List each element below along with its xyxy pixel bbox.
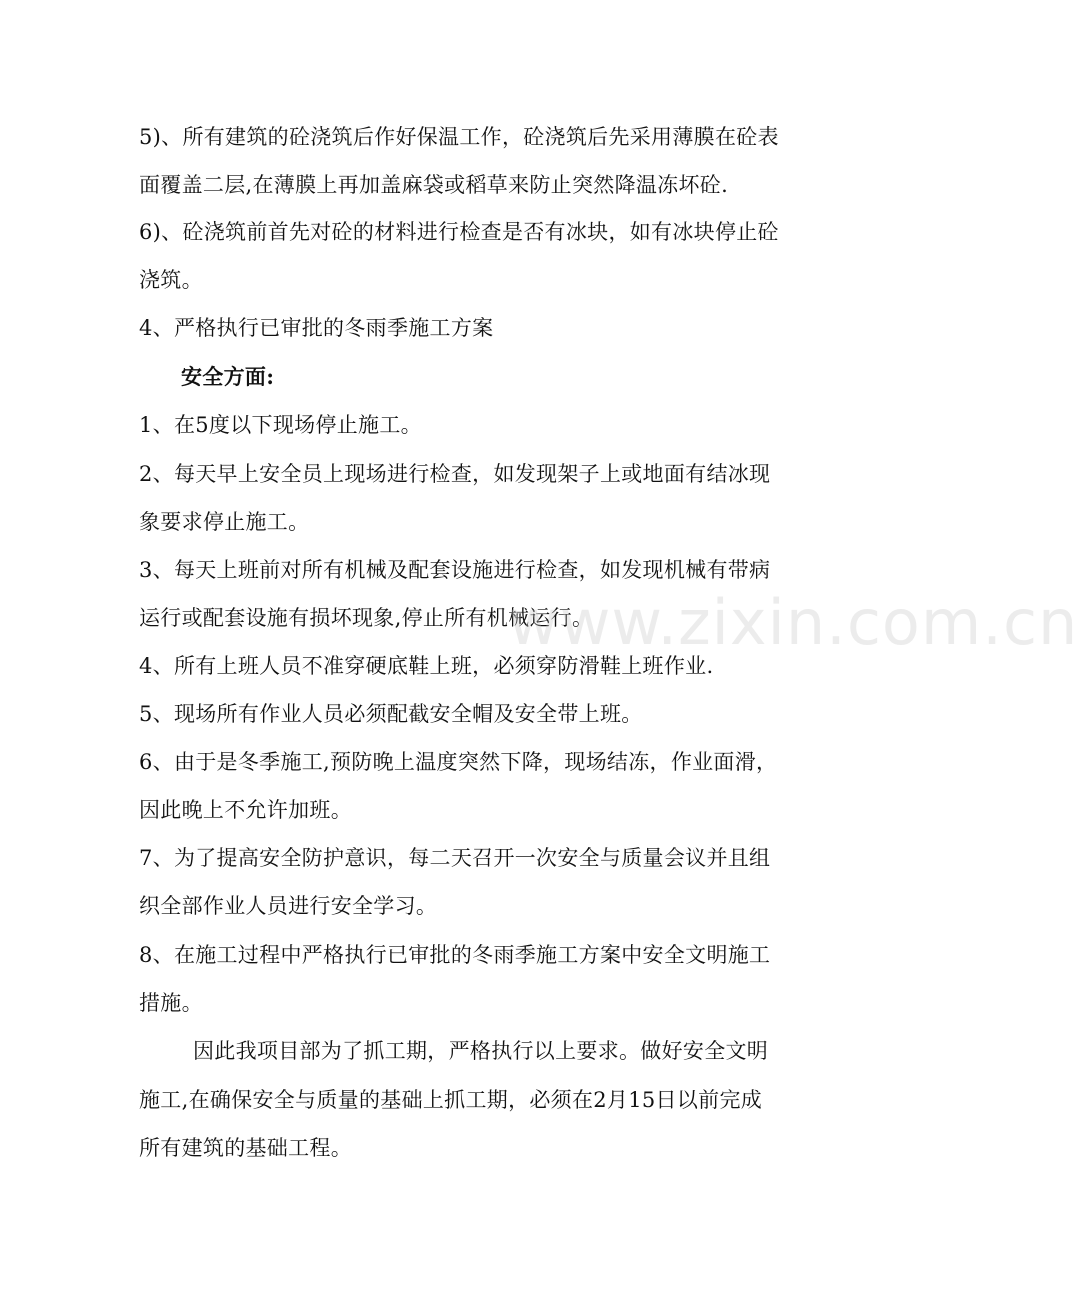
text-line: 象要求停止施工。 — [139, 510, 310, 534]
text-line: 施工,在确保安全与质量的基础上抓工期，必须在2月15日以前完成 — [139, 1088, 763, 1112]
text-line: 5、现场所有作业人员必须配截安全帽及安全带上班。 — [139, 702, 643, 726]
text-line: 措施。 — [139, 991, 203, 1015]
watermark: www.zixin.com.cn — [508, 586, 1078, 659]
text-line: 3、每天上班前对所有机械及配套设施进行检查，如发现机械有带病 — [139, 558, 771, 582]
text-line: 2、每天早上安全员上现场进行检查，如发现架子上或地面有结冰现 — [139, 462, 771, 486]
text-line: 面覆盖二层,在薄膜上再加盖麻袋或稻草来防止突然降温冻坏砼. — [139, 173, 729, 197]
text-line: 织全部作业人员进行安全学习。 — [139, 894, 438, 918]
text-line: 8、在施工过程中严格执行已审批的冬雨季施工方案中安全文明施工 — [139, 943, 771, 967]
text-line: 6)、砼浇筑前首先对砼的材料进行检查是否有冰块，如有冰块停止砼 — [139, 220, 779, 244]
text-line: 1、在5度以下现场停止施工。 — [139, 413, 422, 437]
section-heading: 安全方面: — [181, 364, 275, 389]
text-line: 所有建筑的基础工程。 — [139, 1136, 352, 1160]
text-line: 7、为了提高安全防护意识，每二天召开一次安全与质量会议并且组 — [139, 846, 771, 870]
text-line: 因此晚上不允许加班。 — [139, 798, 352, 822]
text-line: 浇筑。 — [139, 268, 203, 292]
text-line: 6、由于是冬季施工,预防晚上温度突然下降，现场结冻，作业面滑， — [139, 750, 778, 774]
text-line: 因此我项目部为了抓工期，严格执行以上要求。做好安全文明 — [193, 1039, 769, 1063]
text-line: 5)、所有建筑的砼浇筑后作好保温工作，砼浇筑后先采用薄膜在砼表 — [139, 125, 779, 149]
text-line: 4、所有上班人员不准穿硬底鞋上班，必须穿防滑鞋上班作业. — [139, 654, 714, 678]
text-line: 运行或配套设施有损坏现象,停止所有机械运行。 — [139, 606, 594, 630]
text-line: 4、严格执行已审批的冬雨季施工方案 — [139, 316, 494, 340]
